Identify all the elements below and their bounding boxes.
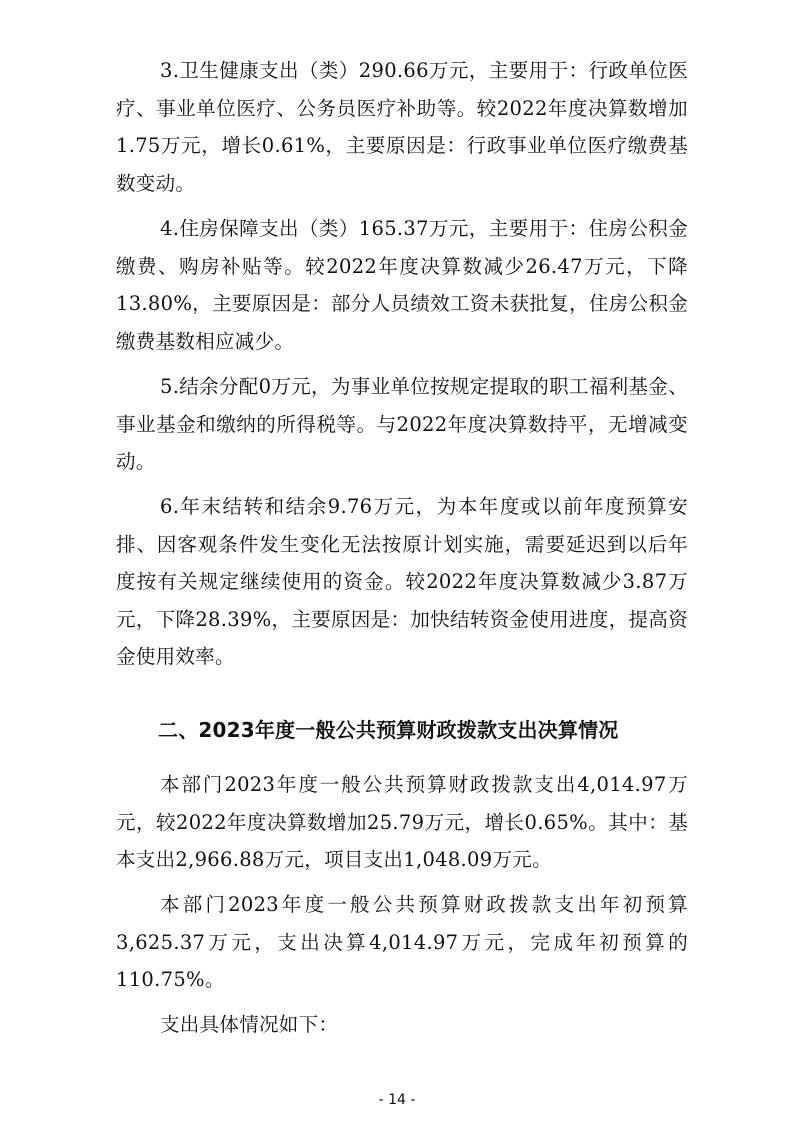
paragraph-surplus-distribution: 5.结余分配0万元，为事业单位按规定提取的职工福利基金、事业基金和缴纳的所得税等。与2022年度决算数持平，无增减变动。 <box>116 375 688 474</box>
section-heading: 二、2023年度一般公共预算财政拨款支出决算情况 <box>158 718 619 742</box>
paragraph-housing-expenditure: 4.住房保障支出（类）165.37万元，主要用于：住房公积金缴费、购房补贴等。较2022年度决算数减少26.47万元，下降13.80%，主要原因是：部分人员绩效工资未获批复，住房公积金缴费基数相应减少。 <box>116 217 688 353</box>
paragraph-total-expenditure: 本部门2023年度一般公共预算财政拨款支出4,014.97万元，较2022年度决算数增加25.79万元，增长0.65%。其中：基本支出2,966.88万元，项目支出1,048.09万元。 <box>116 773 688 872</box>
paragraph-health-expenditure: 3.卫生健康支出（类）290.66万元，主要用于：行政单位医疗、事业单位医疗、公务员医疗补助等。较2022年度决算数增加1.75万元，增长0.61%，主要原因是：行政事业单位医疗缴费基数变动。 <box>116 59 688 195</box>
paragraph-initial-budget: 本部门2023年度一般公共预算财政拨款支出年初预算3,625.37万元，支出决算4,014.97万元，完成年初预算的110.75%。 <box>116 893 688 992</box>
paragraph-year-end-carryover: 6.年末结转和结余9.76万元，为本年度或以前年度预算安排、因客观条件发生变化无法按原计划实施，需要延迟到以后年度按有关规定继续使用的资金。较2022年度决算数减少3.87万元，下降28.39%，主要原因是：加快结转资金使用进度，提高资金使用效率。 <box>116 495 688 669</box>
page-number: - 14 - <box>378 1092 416 1108</box>
paragraph-details-intro: 支出具体情况如下： <box>160 1013 339 1036</box>
